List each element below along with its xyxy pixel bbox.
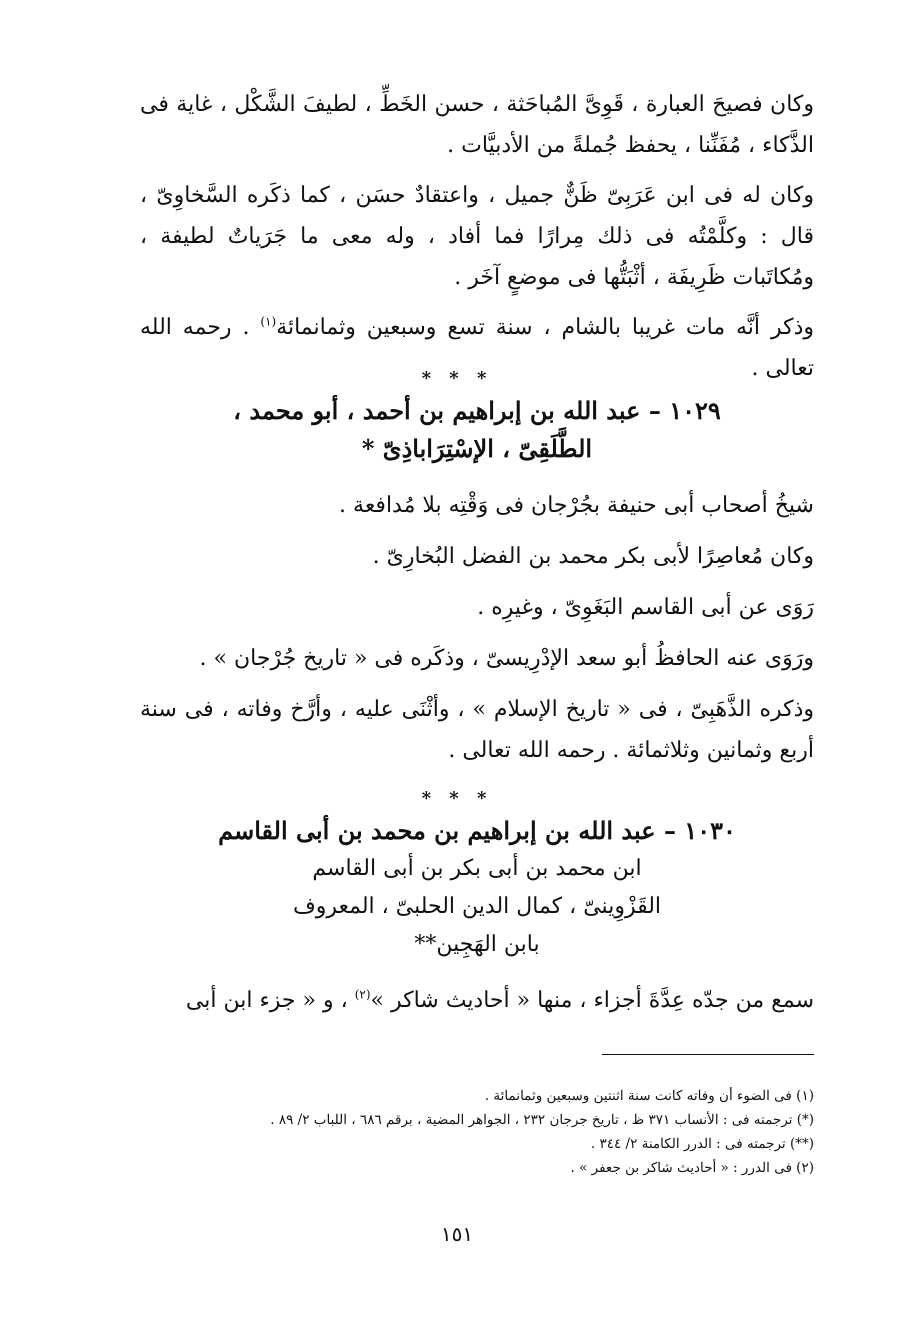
paragraph: ورَوَى عنه الحافظُ أبو سعد الإدْرِيسىّ ، وذكَره فى « تاريخ جُرْجان » . [199, 646, 814, 671]
entry-1030-body [140, 980, 814, 1021]
footnote: (**) ترجمته فى : الدرر الكامنة ٢/ ٣٤٤ . [590, 1136, 814, 1152]
paragraph-text: وذكر أنَّه مات غريبا بالشام ، سنة تسع وسبعين وثمانمائة [276, 315, 814, 340]
footnote: (٢) فى الدرر : « أحاديث شاكر بن جعفر » . [570, 1160, 814, 1176]
heading-line: ١٠٣٠ – عبد الله بن إبراهيم بن محمد بن أبى القاسم [218, 816, 736, 845]
paragraph: وكان فصيحَ العبارة ، قَوِىَّ المُباحَثة ، حسن الخَطِّ ، لطيفَ الشَّكْل ، غاية فى الذَّكاء ، مُفَنِّنا ، يحفظ جُملةً من الأدبيَّات . [140, 92, 814, 158]
paragraph: وكان له فى ابن عَرَبِىّ ظَنٌّ جميل ، واعتقادٌ حسَن ، كما ذكَره السَّخاوِىّ ، قال : وكلَّمْتُه فى ذلك مِرارًا فما أفاد ، وله معى ما جَرَياتٌ لطيفة ، ومُكاتَبات ظَرِيفَة ، أثْبَتُّها فى موضعٍ آخَر . [140, 183, 814, 290]
heading-line: ١٠٢٩ – عبد الله بن إبراهيم بن أحمد ، أبو محمد ، [233, 396, 721, 425]
paragraph [140, 980, 814, 1021]
section-separator: * * * [421, 788, 493, 809]
heading-line: ابن محمد بن أبى بكر بن أبى القاسم [312, 856, 642, 881]
footnote: (١) فى الضوء أن وفاته كانت سنة اثنتين وسبعين وثمانمائة . [484, 1088, 814, 1104]
paragraph-text: سمع من جدّه عِدَّةَ أجزاء ، منها « أحاديث شاكر » [370, 988, 814, 1013]
paragraph: وذكره الذَّهَبِىّ ، فى « تاريخ الإسلام » ، وأثْنَى عليه ، وأرَّخ وفاته ، فى سنة أربع وثمانين وثلاثمائة . رحمه الله تعالى . [140, 697, 814, 763]
paragraph-text: ، و « جزء ابن أبى [185, 988, 355, 1013]
paragraph-text: . رحمه الله تعالى . [140, 315, 814, 381]
footnote-ref: (٢) [354, 987, 371, 1002]
paragraph: وكان مُعاصِرًا لأبى بكر محمد بن الفضل البُخارِىّ . [372, 544, 814, 569]
heading-line: الطَّلَقِىّ ، الإسْتِرَاباذِىّ * [361, 434, 593, 463]
heading-line: بابن الهَجِين** [414, 932, 540, 957]
paragraph: شيخُ أصحاب أبى حنيفة بجُرْجان فى وَقْتِه بلا مُدافعة . [339, 493, 814, 518]
entry-1028-continuation [140, 84, 814, 389]
entry-1029-body [140, 485, 814, 771]
heading-line: القَزْوِينىّ ، كمال الدين الحلبىّ ، المعروف [292, 894, 662, 919]
paragraph: رَوَى عن أبى القاسم البَغَوِىّ ، وغيرِه . [477, 595, 814, 620]
footnote: (*) ترجمته فى : الأنساب ٣٧١ ظ ، تاريخ جرجان ٢٣٢ ، الجواهر المضية ، برقم ٦٨٦ ، اللباب ٢/ ٨٩ . [270, 1112, 814, 1128]
footnote-ref: (١) [260, 314, 277, 329]
footnote-divider [602, 1054, 814, 1055]
page-number: ١٥١ [440, 1222, 474, 1246]
entry-1030-heading [140, 812, 814, 964]
footnotes [160, 1084, 814, 1180]
section-separator: * * * [421, 368, 493, 389]
entry-1029-heading [140, 392, 814, 468]
